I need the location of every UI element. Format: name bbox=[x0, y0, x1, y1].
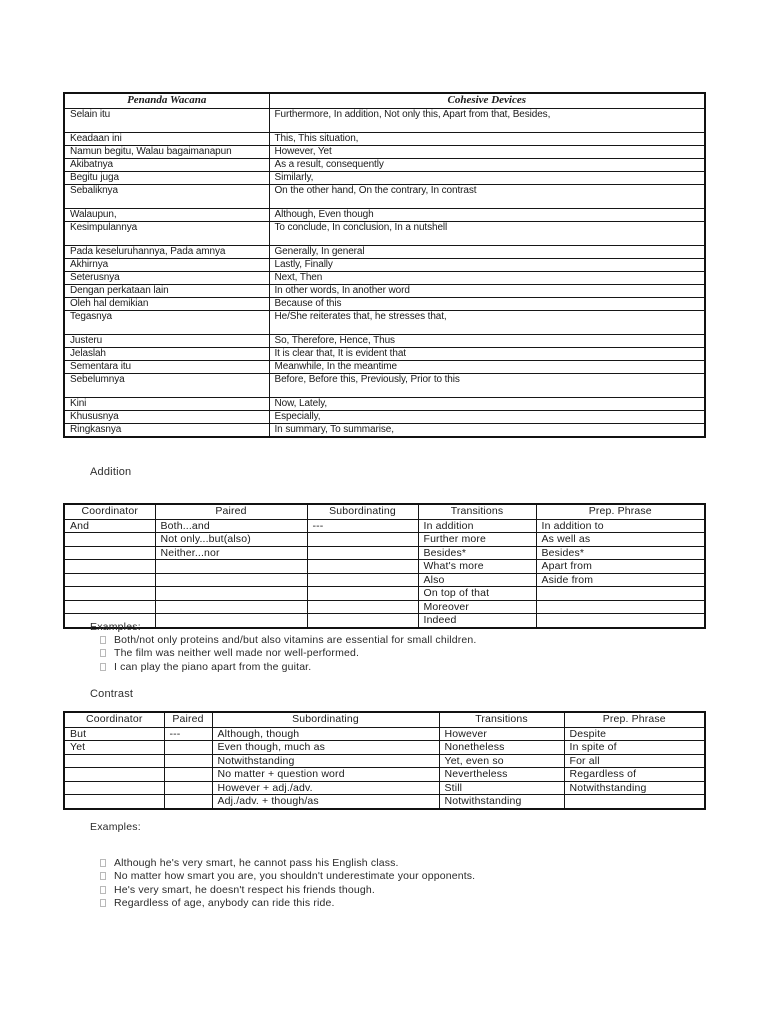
table-cell: Apart from bbox=[536, 560, 705, 574]
table-row bbox=[64, 614, 705, 628]
table-cell: Similarly, bbox=[269, 171, 705, 184]
table-cell: What's more bbox=[418, 560, 536, 574]
table-row bbox=[64, 781, 705, 795]
table-cell: Justeru bbox=[64, 334, 269, 347]
table-cell: This, This situation, bbox=[269, 132, 705, 145]
table-cell: Notwithstanding bbox=[439, 795, 564, 809]
table-cell: Next, Then bbox=[269, 271, 705, 284]
example-text: The film was neither well made nor well-performed. bbox=[114, 647, 360, 660]
table-cell: As well as bbox=[536, 533, 705, 547]
table-row bbox=[64, 410, 705, 423]
table-cell: Notwithstanding bbox=[212, 754, 439, 768]
table-row bbox=[64, 208, 705, 221]
table-cell: Kesimpulannya bbox=[64, 221, 269, 245]
table-cell: Besides* bbox=[418, 546, 536, 560]
table-cell: Jelaslah bbox=[64, 347, 269, 360]
table-row bbox=[64, 108, 705, 132]
table-cell: For all bbox=[564, 754, 705, 768]
column-header-cohesive-devices: Cohesive Devices bbox=[269, 93, 705, 108]
table-cell: Ringkasnya bbox=[64, 423, 269, 437]
table-row bbox=[64, 284, 705, 297]
table-cell: On the other hand, On the contrary, In contrast bbox=[269, 184, 705, 208]
table-cell: Oleh hal demikian bbox=[64, 297, 269, 310]
table-cell: Sebaliknya bbox=[64, 184, 269, 208]
table-cell: Notwithstanding bbox=[564, 781, 705, 795]
bullet-square-icon bbox=[100, 872, 106, 880]
table-cell bbox=[64, 754, 164, 768]
table-row bbox=[64, 519, 705, 533]
table-cell bbox=[64, 781, 164, 795]
example-item bbox=[100, 647, 720, 660]
table-cell bbox=[164, 754, 212, 768]
example-item bbox=[100, 634, 720, 647]
column-header-paired: Paired bbox=[164, 712, 212, 727]
table-row bbox=[64, 145, 705, 158]
table-cell: Because of this bbox=[269, 297, 705, 310]
table-cell: As a result, consequently bbox=[269, 158, 705, 171]
column-header-transitions: Transitions bbox=[418, 504, 536, 519]
table-cell: Lastly, Finally bbox=[269, 258, 705, 271]
table-cell: Still bbox=[439, 781, 564, 795]
table-row bbox=[64, 310, 705, 334]
column-header-subordinating: Subordinating bbox=[212, 712, 439, 727]
contrast-examples-label: Examples: bbox=[90, 821, 141, 833]
addition-table bbox=[63, 503, 706, 629]
table-cell bbox=[64, 560, 155, 574]
table-row bbox=[64, 795, 705, 809]
contrast-heading: Contrast bbox=[90, 688, 134, 700]
penanda-wacana-table bbox=[63, 92, 706, 438]
table-cell: Moreover bbox=[418, 600, 536, 614]
table-header-row bbox=[64, 93, 705, 108]
contrast-table bbox=[63, 711, 706, 810]
table-cell: Begitu juga bbox=[64, 171, 269, 184]
table-cell: It is clear that, It is evident that bbox=[269, 347, 705, 360]
example-item bbox=[100, 884, 720, 897]
table-cell: Kini bbox=[64, 397, 269, 410]
table-cell: So, Therefore, Hence, Thus bbox=[269, 334, 705, 347]
table-cell bbox=[307, 573, 418, 587]
table-row bbox=[64, 533, 705, 547]
table-cell bbox=[64, 573, 155, 587]
column-header-prep-phrase: Prep. Phrase bbox=[536, 504, 705, 519]
table-cell bbox=[64, 600, 155, 614]
table-cell: Aside from bbox=[536, 573, 705, 587]
table-row bbox=[64, 587, 705, 601]
table-row bbox=[64, 573, 705, 587]
table-row bbox=[64, 158, 705, 171]
column-header-transitions: Transitions bbox=[439, 712, 564, 727]
example-text: Regardless of age, anybody can ride this ride. bbox=[114, 897, 335, 910]
table-cell bbox=[536, 587, 705, 601]
column-header-penanda-wacana: Penanda Wacana bbox=[64, 93, 269, 108]
example-item bbox=[100, 661, 720, 674]
bullet-square-icon bbox=[100, 886, 106, 894]
table-header-row bbox=[64, 504, 705, 519]
table-cell: --- bbox=[164, 727, 212, 741]
table-cell: Indeed bbox=[418, 614, 536, 628]
table-row bbox=[64, 221, 705, 245]
table-cell bbox=[536, 614, 705, 628]
table-cell: Selain itu bbox=[64, 108, 269, 132]
table-cell: In addition bbox=[418, 519, 536, 533]
table-row bbox=[64, 297, 705, 310]
example-text: I can play the piano apart from the guitar. bbox=[114, 660, 312, 673]
table-cell bbox=[155, 573, 307, 587]
example-text: He's very smart, he doesn't respect his friends though. bbox=[114, 883, 375, 896]
table-row bbox=[64, 334, 705, 347]
table-cell: Regardless of bbox=[564, 768, 705, 782]
table-cell: Especially, bbox=[269, 410, 705, 423]
bullet-square-icon bbox=[100, 636, 106, 644]
table-cell: Namun begitu, Walau bagaimanapun bbox=[64, 145, 269, 158]
column-header-paired: Paired bbox=[155, 504, 307, 519]
table-header-row bbox=[64, 712, 705, 727]
table-cell bbox=[307, 587, 418, 601]
table-cell: However + adj./adv. bbox=[212, 781, 439, 795]
table-row bbox=[64, 560, 705, 574]
addition-heading: Addition bbox=[90, 466, 132, 478]
table-row bbox=[64, 258, 705, 271]
table-cell: Adj./adv. + though/as bbox=[212, 795, 439, 809]
table-cell bbox=[155, 614, 307, 628]
table-row bbox=[64, 397, 705, 410]
table-cell: He/She reiterates that, he stresses that, bbox=[269, 310, 705, 334]
table-cell: Both...and bbox=[155, 519, 307, 533]
table-cell bbox=[164, 768, 212, 782]
table-cell: Further more bbox=[418, 533, 536, 547]
table-cell: Now, Lately, bbox=[269, 397, 705, 410]
table-cell bbox=[64, 546, 155, 560]
table-cell: Dengan perkataan lain bbox=[64, 284, 269, 297]
table-cell bbox=[164, 741, 212, 755]
table-row bbox=[64, 546, 705, 560]
table-cell: Nevertheless bbox=[439, 768, 564, 782]
table-cell: Yet, even so bbox=[439, 754, 564, 768]
table-cell bbox=[307, 600, 418, 614]
table-cell: Also bbox=[418, 573, 536, 587]
table-cell bbox=[164, 795, 212, 809]
column-header-prep-phrase: Prep. Phrase bbox=[564, 712, 705, 727]
table-cell bbox=[536, 600, 705, 614]
column-header-coordinator: Coordinator bbox=[64, 504, 155, 519]
table-cell: But bbox=[64, 727, 164, 741]
table-cell: Neither...nor bbox=[155, 546, 307, 560]
table-cell: Sementara itu bbox=[64, 360, 269, 373]
table-cell: Although, Even though bbox=[269, 208, 705, 221]
table-cell bbox=[64, 587, 155, 601]
table-row bbox=[64, 727, 705, 741]
column-header-subordinating: Subordinating bbox=[307, 504, 418, 519]
table-row bbox=[64, 271, 705, 284]
table-cell bbox=[307, 546, 418, 560]
table-row bbox=[64, 373, 705, 397]
table-cell bbox=[155, 587, 307, 601]
table-cell: Before, Before this, Previously, Prior to this bbox=[269, 373, 705, 397]
table-cell: On top of that bbox=[418, 587, 536, 601]
table-cell: Besides* bbox=[536, 546, 705, 560]
table-cell: And bbox=[64, 519, 155, 533]
example-text: Although he's very smart, he cannot pass his English class. bbox=[114, 857, 399, 869]
table-row bbox=[64, 171, 705, 184]
table-row bbox=[64, 754, 705, 768]
table-cell bbox=[155, 600, 307, 614]
table-cell: Even though, much as bbox=[212, 741, 439, 755]
table-cell: Khususnya bbox=[64, 410, 269, 423]
addition-examples-label: Examples: bbox=[90, 621, 141, 633]
bullet-square-icon bbox=[100, 899, 106, 907]
table-row bbox=[64, 741, 705, 755]
column-header-coordinator: Coordinator bbox=[64, 712, 164, 727]
table-cell bbox=[64, 533, 155, 547]
table-cell bbox=[307, 560, 418, 574]
table-row bbox=[64, 360, 705, 373]
table-cell: Meanwhile, In the meantime bbox=[269, 360, 705, 373]
example-item bbox=[100, 897, 720, 910]
table-cell bbox=[64, 795, 164, 809]
table-cell: In spite of bbox=[564, 741, 705, 755]
table-cell: No matter + question word bbox=[212, 768, 439, 782]
table-cell bbox=[164, 781, 212, 795]
table-row bbox=[64, 600, 705, 614]
table-cell: --- bbox=[307, 519, 418, 533]
table-cell: Akhirnya bbox=[64, 258, 269, 271]
table-row bbox=[64, 184, 705, 208]
bullet-square-icon bbox=[100, 649, 106, 657]
table-cell: Pada keseluruhannya, Pada amnya bbox=[64, 245, 269, 258]
table-cell: Furthermore, In addition, Not only this, Apart from that, Besides, bbox=[269, 108, 705, 132]
table-cell: However bbox=[439, 727, 564, 741]
table-cell: Yet bbox=[64, 741, 164, 755]
addition-examples-list bbox=[100, 634, 720, 674]
table-cell: Walaupun, bbox=[64, 208, 269, 221]
table-cell: However, Yet bbox=[269, 145, 705, 158]
table-cell: In addition to bbox=[536, 519, 705, 533]
table-row bbox=[64, 245, 705, 258]
table-row bbox=[64, 768, 705, 782]
table-cell: Keadaan ini bbox=[64, 132, 269, 145]
table-cell: Nonetheless bbox=[439, 741, 564, 755]
example-text: Both/not only proteins and/but also vitamins are essential for small children. bbox=[114, 634, 477, 646]
table-cell bbox=[155, 560, 307, 574]
contrast-examples-list bbox=[100, 857, 720, 911]
table-row bbox=[64, 132, 705, 145]
table-cell: Sebelumnya bbox=[64, 373, 269, 397]
example-text: No matter how smart you are, you shouldn't underestimate your opponents. bbox=[114, 870, 476, 883]
table-row bbox=[64, 423, 705, 437]
table-cell: Not only...but(also) bbox=[155, 533, 307, 547]
table-cell: In other words, In another word bbox=[269, 284, 705, 297]
table-cell: To conclude, In conclusion, In a nutshell bbox=[269, 221, 705, 245]
table-cell: Seterusnya bbox=[64, 271, 269, 284]
table-cell bbox=[307, 614, 418, 628]
table-cell: Although, though bbox=[212, 727, 439, 741]
table-cell bbox=[64, 768, 164, 782]
table-cell bbox=[307, 533, 418, 547]
table-cell: Tegasnya bbox=[64, 310, 269, 334]
example-item bbox=[100, 857, 720, 870]
table-cell: Despite bbox=[564, 727, 705, 741]
table-cell bbox=[564, 795, 705, 809]
table-row bbox=[64, 347, 705, 360]
bullet-square-icon bbox=[100, 859, 106, 867]
table-cell: Generally, In general bbox=[269, 245, 705, 258]
bullet-square-icon bbox=[100, 663, 106, 671]
table-cell: Akibatnya bbox=[64, 158, 269, 171]
example-item bbox=[100, 870, 720, 883]
table-cell: In summary, To summarise, bbox=[269, 423, 705, 437]
